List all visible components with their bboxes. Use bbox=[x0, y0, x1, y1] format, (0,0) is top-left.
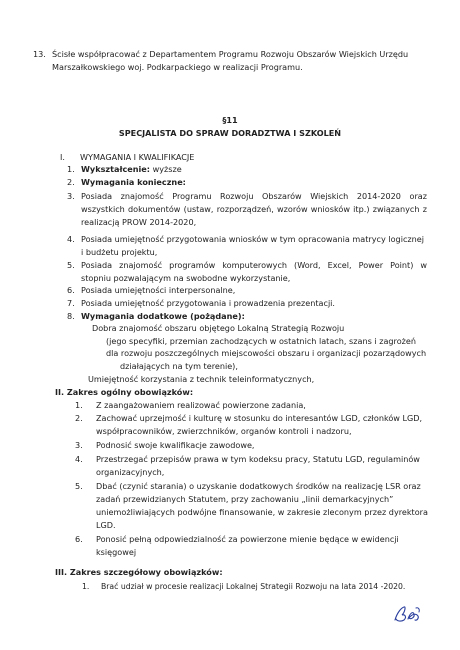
item-number: 2. bbox=[75, 413, 83, 423]
list-item-line: współpracowników, zwierzchników, organów kontroli i nadzoru, bbox=[96, 426, 352, 436]
list-item: Podnosić swoje kwalifikacje zawodowe, bbox=[96, 440, 255, 450]
item-label: Wykształcenie: bbox=[81, 164, 150, 174]
intro-line-1: Ścisłe współpracować z Departamentem Programu Rozwoju Obszarów Wiejskich Urzędu bbox=[52, 49, 409, 59]
item-number: 4. bbox=[75, 454, 83, 464]
list-item-line: LGD. bbox=[96, 520, 116, 530]
item-number: 2. bbox=[67, 177, 75, 187]
section-number: §11 bbox=[222, 115, 238, 125]
list-item-line: Posiada znajomość programów komputerowych (Word, Excel, Power Point) w bbox=[81, 260, 427, 270]
item-number: 1. bbox=[67, 164, 75, 174]
item-number: 5. bbox=[75, 481, 83, 491]
handwritten-initials bbox=[392, 603, 422, 625]
item-number: 6. bbox=[75, 534, 83, 544]
list-item-line: realizacją PROW 2014-2020, bbox=[81, 217, 197, 227]
item-number: 4. bbox=[67, 234, 75, 244]
part3-heading: III. Zakres szczegółowy obowiązków: bbox=[55, 567, 223, 577]
list-item-line: Dobra znajomość obszaru objętego Lokalną Strategią Rozwoju bbox=[92, 323, 345, 333]
list-item: Posiada umiejętność przygotowania i prowadzenia prezentacji. bbox=[81, 298, 336, 308]
item-number: 5. bbox=[67, 260, 75, 270]
item-number: 7. bbox=[67, 298, 75, 308]
part1-number: I. bbox=[60, 152, 65, 162]
item-number: 3. bbox=[67, 191, 75, 201]
list-item: Posiada umiejętności interpersonalne, bbox=[81, 285, 236, 295]
list-item-line: Zachować uprzejmość i kulturę w stosunku do interesantów LGD, członków LGD, bbox=[96, 413, 423, 423]
list-item-line: Przestrzegać przepisów prawa w tym kodeksu pracy, Statutu LGD, regulaminów bbox=[96, 454, 420, 464]
list-item bbox=[81, 164, 182, 175]
intro-number: 13. bbox=[33, 49, 46, 59]
list-item-line: uniemożliwiających podwójne finansowanie, w zakresie zleconym przez dyrektora bbox=[96, 507, 428, 517]
list-item-line: wszystkich dokumentów (ustaw, rozporządzeń, wzorów wniosków itp.) związanych z bbox=[81, 204, 427, 214]
list-item-line: Umiejętność korzystania z technik teleinformatycznych, bbox=[88, 374, 315, 384]
list-item-line: Posiada umiejętność przygotowania wniosków w tym opracowania matrycy logicznej bbox=[81, 234, 424, 244]
list-item-line: dla rozwoju poszczególnych miejscowości obszaru i organizacji pozarządowych bbox=[106, 348, 427, 358]
section-title: SPECJALISTA DO SPRAW DORADZTWA I SZKOLEŃ bbox=[118, 128, 342, 138]
item-number: 8. bbox=[67, 311, 75, 321]
list-item-line: zadań przewidzianych Statutem, przy zachowaniu „linii demarkacyjnych” bbox=[96, 494, 394, 504]
list-item: Brać udział w procesie realizacji Lokalnej Strategii Rozwoju na lata 2014 -2020. bbox=[101, 582, 406, 591]
list-item-line: Ponosić pełną odpowiedzialność za powierzone mienie będące w ewidencji bbox=[96, 534, 399, 544]
list-item-line: działających na tym terenie), bbox=[120, 361, 238, 371]
item-number: 3. bbox=[75, 440, 83, 450]
list-item-line: Dbać (czynić starania) o uzyskanie dodatkowych środków na realizację LSR oraz bbox=[96, 481, 421, 491]
list-item: Z zaangażowaniem realizować powierzone zadania, bbox=[96, 400, 306, 410]
intro-line-2: Marszałkowskiego woj. Podkarpackiego w realizacji Programu. bbox=[52, 62, 303, 72]
item-number: 1. bbox=[82, 582, 90, 591]
item-label: Wymagania dodatkowe (pożądane): bbox=[81, 311, 245, 321]
item-label: Wymagania konieczne: bbox=[81, 177, 186, 187]
list-item-line: Posiada znajomość Programu Rozwoju Obszarów Wiejskich 2014-2020 oraz bbox=[81, 191, 427, 201]
list-item-line: i budżetu projektu, bbox=[81, 247, 158, 257]
list-item-line: organizacyjnych, bbox=[96, 467, 165, 477]
item-number: 1. bbox=[75, 400, 83, 410]
list-item-line: stopniu pozwalającym na swobodne wykorzystanie, bbox=[81, 273, 291, 283]
list-item-line: (jego specyfiki, przemian zachodzących w ostatnich latach, szans i zagrożeń bbox=[106, 336, 417, 346]
part1-heading: WYMAGANIA I KWALIFIKACJE bbox=[80, 152, 195, 162]
item-value: wyższe bbox=[150, 164, 182, 174]
list-item-line: księgowej bbox=[96, 547, 137, 557]
item-number: 6. bbox=[67, 285, 75, 295]
part2-heading: II. Zakres ogólny obowiązków: bbox=[55, 387, 194, 397]
